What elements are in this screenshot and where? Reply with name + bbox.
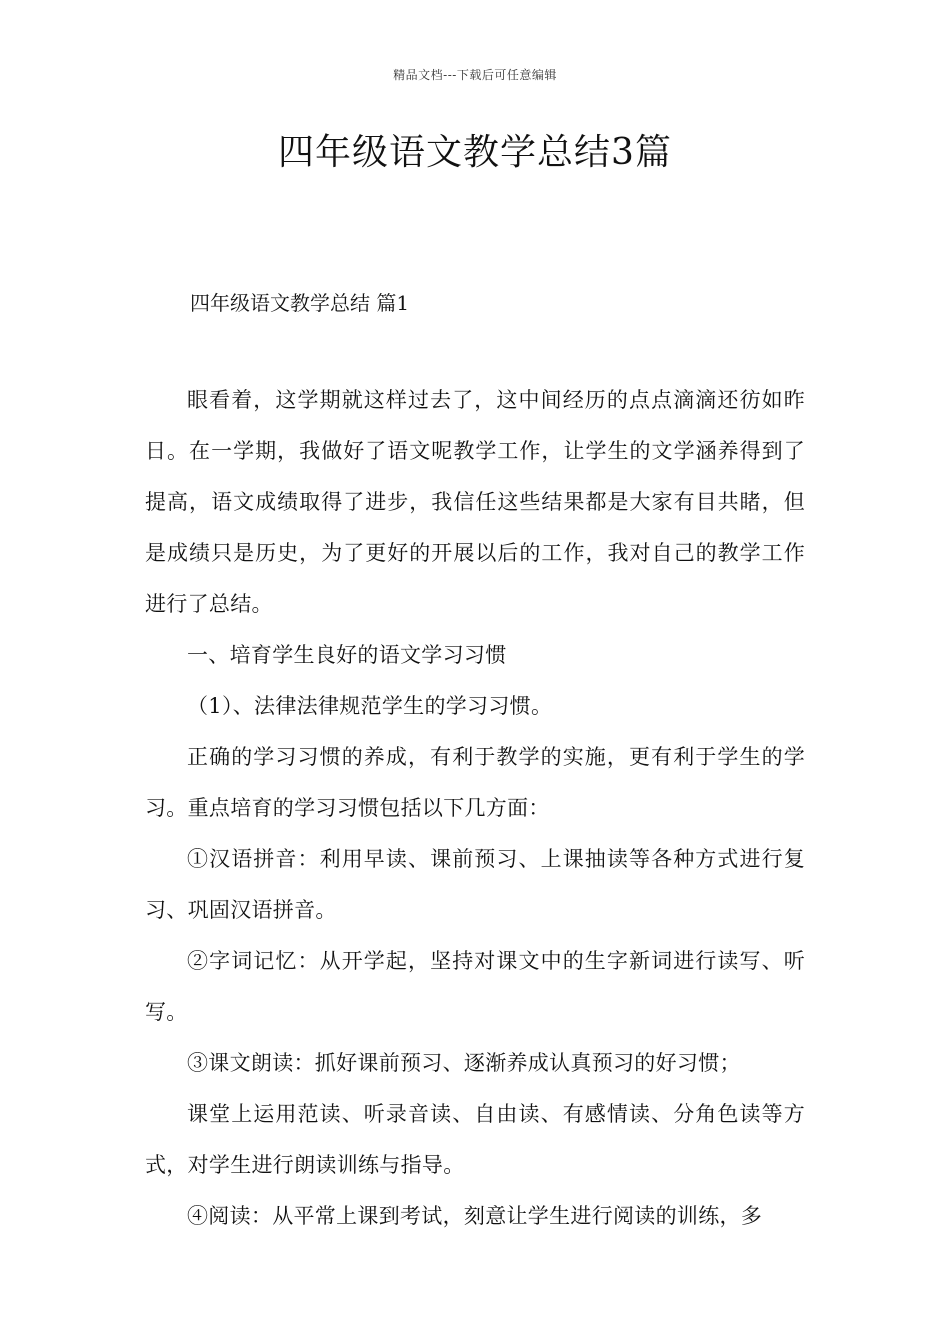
paragraph-heading-1: 一、培育学生良好的语文学习习惯 bbox=[187, 643, 507, 667]
paragraph-subheading-1: （1）、法律法律规范学生的学习习惯。 bbox=[187, 694, 553, 718]
paragraph-item-reading-aloud: ③课文朗读：抓好课前预习、逐渐养成认真预习的好习惯； bbox=[187, 1051, 741, 1075]
header-note: 精品文档---下载后可任意编辑 bbox=[393, 68, 557, 82]
paragraph-reading-methods: 课堂上运用范读、听录音读、自由读、有感情读、分角色读等方式，对学生进行朗读训练与指导。 bbox=[145, 1102, 805, 1177]
paragraph-item-pinyin: ①汉语拼音：利用早读、课前预习、上课抽读等各种方式进行复习、巩固汉语拼音。 bbox=[145, 847, 805, 922]
section-heading: 四年级语文教学总结 篇1 bbox=[190, 291, 410, 315]
paragraph-habits: 正确的学习习惯的养成，有利于教学的实施，更有利于学生的学习。重点培育的学习习惯包括以下几方面： bbox=[145, 745, 805, 820]
paragraph-item-reading: ④阅读：从平常上课到考试，刻意让学生进行阅读的训练，多 bbox=[187, 1204, 763, 1228]
body-text bbox=[145, 375, 805, 1242]
paragraph-intro: 眼看着，这学期就这样过去了，这中间经历的点点滴滴还彷如昨日。在一学期，我做好了语文呢教学工作，让学生的文学涵养得到了提高，语文成绩取得了进步，我信任这些结果都是大家有目共睹，但是成绩只是历史，为了更好的开展以后的工作，我对自己的教学工作进行了总结。 bbox=[145, 388, 805, 616]
document-title: 四年级语文教学总结3篇 bbox=[278, 132, 672, 173]
paragraph-item-words: ②字词记忆：从开学起，坚持对课文中的生字新词进行读写、听写。 bbox=[145, 949, 805, 1024]
